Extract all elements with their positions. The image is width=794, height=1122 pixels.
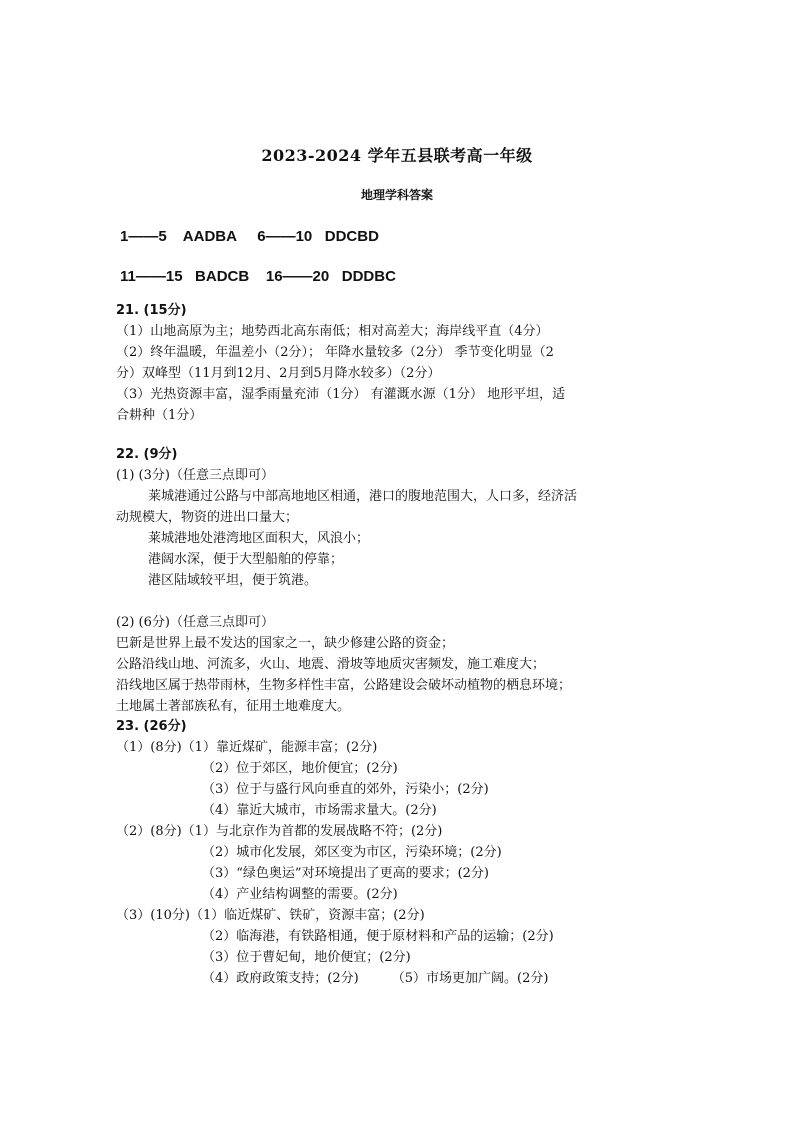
question-21-line: 分）双峰型（11月到12月、2月到5月降水较多）（2分）: [116, 366, 441, 381]
question-23-heading: 23. (26分): [116, 719, 187, 734]
spacer: [116, 591, 716, 612]
question-21: [116, 300, 716, 426]
question-21-heading: 21. (15分): [116, 303, 187, 318]
question-23-line: （4）政府政策支持；(2分) （5）市场更加广阔。(2分): [202, 971, 549, 986]
question-23-line: （2）(8分)（1）与北京作为首都的发展战略不符；(2分): [116, 824, 443, 839]
mc-answers-row-1: 1——5 AADBA 6——10 DDCBD: [120, 228, 379, 245]
question-22-line: 港区陆域较平坦，便于筑港。: [148, 573, 318, 588]
question-23-line: （3）位于曹妃甸，地价便宜；(2分): [202, 950, 411, 965]
question-22-line: 公路沿线山地、河流多，火山、地震、滑坡等地质灾害频发，施工难度大；: [116, 657, 546, 672]
question-23-line: （4）产业结构调整的需要。(2分): [202, 887, 398, 902]
question-22-line: 土地属土著部族私有，征用土地难度大。: [116, 699, 351, 714]
question-22-line: 莱城港通过公路与中部高地地区相通，港口的腹地范围大，人口多，经济活: [148, 489, 578, 504]
question-23-line: （4）靠近大城市，市场需求量大。(2分): [202, 803, 437, 818]
question-23-line: （1）(8分)（1）靠近煤矿，能源丰富；(2分): [116, 740, 378, 755]
question-21-line: （2）终年温暖，年温差小（2分）； 年降水量较多（2分） 季节变化明显（2: [116, 345, 554, 360]
question-23-line: （3）位于与盛行风向垂直的郊外，污染小；(2分): [202, 782, 489, 797]
question-22-line: 巴新是世界上最不发达的国家之一，缺少修建公路的资金；: [116, 636, 455, 651]
question-22-line: 沿线地区属于热带雨林，生物多样性丰富，公路建设会破坏动植物的栖息环境；: [116, 678, 572, 693]
mc-answers-row-2: 11——15 BADCB 16——20 DDDBC: [120, 268, 396, 285]
page-subtitle: 地理学科答案: [360, 188, 433, 202]
question-22-part-2-heading: (2) (6分)（任意三点即可）: [116, 615, 274, 630]
question-23-line: （2）临海港，有铁路相通，便于原材料和产品的运输；(2分): [202, 929, 554, 944]
question-22-line: 莱城港地处港湾地区面积大，风浪小；: [148, 531, 370, 546]
question-21-line: （1）山地高原为主；地势西北高东南低；相对高差大；海岸线平直（4分）: [116, 324, 549, 339]
question-21-line: （3）光热资源丰富，湿季雨量充沛（1分） 有灌溉水源（1分） 地形平坦，适: [116, 387, 566, 402]
question-23-line: （2）城市化发展，郊区变为市区，污染环境；(2分): [202, 845, 502, 860]
question-22-part-1-heading: (1) (3分)（任意三点即可）: [116, 468, 274, 483]
question-23-line: （3）“绿色奥运”对环境提出了更高的要求；(2分): [202, 866, 489, 881]
question-23-line: （2）位于郊区，地价便宜；(2分): [202, 761, 398, 776]
question-22-line: 动规模大，物资的进出口量大；: [116, 510, 299, 525]
question-22: [116, 444, 716, 717]
page-title: 2023-2024 学年五县联考高一年级: [261, 146, 533, 165]
question-23-line: （3）(10分)（1）临近煤矿、铁矿，资源丰富；(2分): [116, 908, 425, 923]
question-22-heading: 22. (9分): [116, 447, 178, 462]
question-22-line: 港阔水深，便于大型船舶的停靠；: [148, 552, 344, 567]
question-21-line: 合耕种（1分）: [116, 408, 203, 423]
question-23: [116, 716, 716, 989]
